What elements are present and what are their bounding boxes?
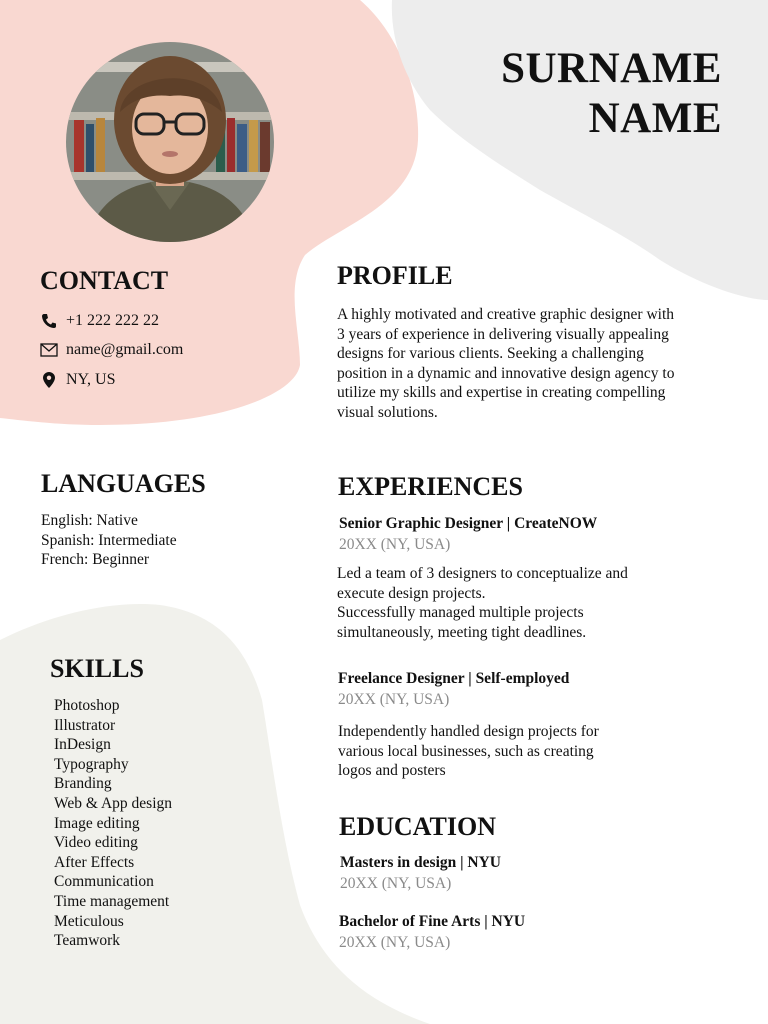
education-date: 20XX (NY, USA) (339, 934, 451, 951)
profile-line: 3 years of experience in delivering visually appealing (337, 325, 669, 343)
contact-location-text: NY, US (66, 370, 116, 388)
language-item: French: Beginner (41, 551, 150, 569)
languages-section (41, 468, 206, 500)
job-line: simultaneously, meeting tight deadlines. (337, 623, 587, 641)
profile-line: utilize my skills and expertise in creating compelling (337, 384, 666, 402)
contact-list (40, 306, 183, 395)
contact-title: CONTACT (40, 266, 169, 295)
profile-line: designs for various clients. Seeking a challenging (337, 345, 644, 363)
location-icon (40, 371, 58, 389)
job-line: logos and posters (338, 762, 446, 780)
job-line: Successfully managed multiple projects (337, 604, 584, 622)
languages-list (41, 511, 177, 570)
skill-item: Communication (54, 873, 154, 891)
skills-title: SKILLS (50, 654, 144, 683)
education-degree: Bachelor of Fine Arts | NYU (339, 913, 526, 930)
contact-section (40, 265, 168, 297)
surname: SURNAME (501, 45, 722, 92)
education-date: 20XX (NY, USA) (340, 875, 452, 892)
job-date: 20XX (NY, USA) (338, 691, 450, 708)
language-item: Spanish: Intermediate (41, 531, 177, 549)
profile-line: visual solutions. (337, 403, 438, 421)
job-title: Freelance Designer | Self-employed (338, 670, 570, 687)
skill-item: Photoshop (54, 697, 120, 714)
job-description (337, 564, 737, 642)
skill-item: After Effects (54, 853, 135, 871)
profile-line: A highly motivated and creative graphic designer with (337, 306, 675, 323)
first-name: NAME (588, 95, 722, 142)
skill-item: Illustrator (54, 716, 116, 734)
skill-item: Branding (54, 775, 112, 793)
profile-line: position in a dynamic and innovative design agency to (337, 364, 675, 382)
job-line: Led a team of 3 designers to conceptualize and (337, 565, 628, 582)
education-entry (340, 853, 740, 895)
language-item: English: Native (41, 512, 138, 529)
phone-icon (40, 312, 58, 330)
skill-item: Teamwork (54, 932, 121, 950)
skill-item: InDesign (54, 736, 111, 754)
contact-email-text: name@gmail.com (66, 341, 184, 359)
skill-item: Image editing (54, 814, 140, 832)
job-line: Independently handled design projects for (338, 723, 599, 740)
experiences-title: EXPERIENCES (338, 472, 523, 501)
mail-icon (40, 341, 58, 359)
profile-photo (66, 42, 274, 242)
education-entry (339, 912, 739, 954)
education-section (339, 811, 496, 843)
job-title: Senior Graphic Designer | CreateNOW (339, 515, 598, 532)
contact-phone (40, 306, 183, 336)
job-entry (338, 669, 738, 711)
skill-item: Typography (54, 755, 129, 773)
skills-list (54, 696, 172, 951)
skill-item: Video editing (54, 834, 138, 852)
job-entry (339, 514, 739, 556)
contact-phone-text: +1 222 222 22 (66, 311, 160, 329)
skill-item: Meticulous (54, 912, 124, 930)
profile-title: PROFILE (337, 261, 453, 290)
languages-title: LANGUAGES (41, 469, 206, 498)
job-line: execute design projects. (337, 584, 486, 602)
skill-item: Time management (54, 892, 170, 910)
job-date: 20XX (NY, USA) (339, 536, 451, 553)
experiences-section (338, 471, 523, 503)
contact-email (40, 336, 183, 366)
skills-section (50, 653, 144, 685)
skill-item: Web & App design (54, 794, 173, 812)
education-title: EDUCATION (339, 812, 496, 841)
job-description (338, 722, 738, 781)
education-degree: Masters in design | NYU (340, 854, 501, 871)
profile-section (337, 260, 453, 292)
name-block (501, 44, 722, 144)
profile-text (337, 305, 737, 423)
contact-location (40, 365, 183, 395)
job-line: various local businesses, such as creating (338, 742, 594, 760)
